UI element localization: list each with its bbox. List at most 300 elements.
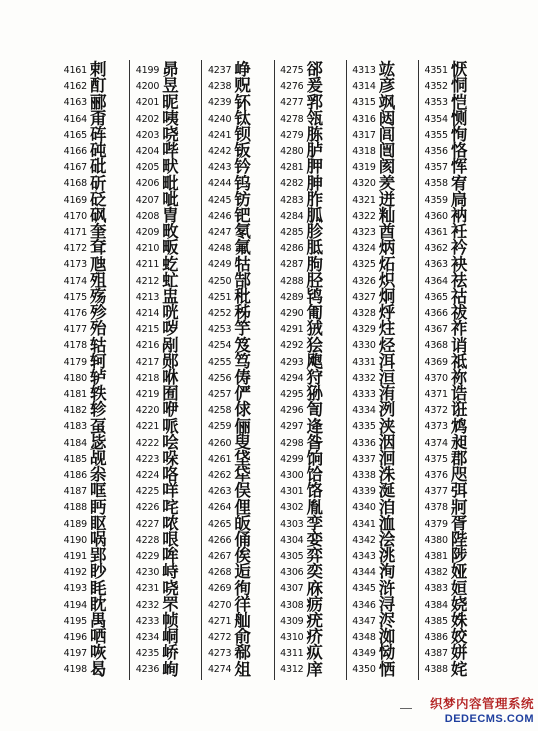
entry-number: 4319 xyxy=(352,162,376,174)
entry-number: 4261 xyxy=(207,453,232,465)
entry-character: 胛 xyxy=(306,157,324,177)
entry-character: 恹 xyxy=(450,60,468,80)
entry-number: 4287 xyxy=(280,259,304,271)
entry-number: 4297 xyxy=(280,421,304,433)
table-column xyxy=(58,60,129,680)
entry-character: 眄 xyxy=(90,497,107,517)
entry-character: 饷 xyxy=(306,449,324,469)
entry-character: 飑 xyxy=(306,351,324,371)
entry-character: 咫 xyxy=(450,465,468,485)
entry-character: 耷 xyxy=(90,238,107,258)
entry-number: 4277 xyxy=(280,97,304,109)
entry-number: 4226 xyxy=(135,502,160,514)
entry-character: 牯 xyxy=(234,254,251,274)
table-column xyxy=(346,60,418,680)
entry-character: 眍 xyxy=(90,513,107,533)
entry-number: 4282 xyxy=(280,178,304,190)
entry-number: 4378 xyxy=(424,502,448,514)
entry-character: 俚 xyxy=(234,497,251,517)
entry-number: 4229 xyxy=(135,551,160,562)
entry-number: 4278 xyxy=(280,113,304,125)
entry-number: 4360 xyxy=(424,210,448,222)
entry-character: 胝 xyxy=(306,238,324,258)
entry-character: 炳 xyxy=(378,238,396,258)
entry-character: 轲 xyxy=(90,351,107,371)
entry-number: 4225 xyxy=(135,486,160,498)
entry-number: 4300 xyxy=(280,470,304,481)
entry-character: 咣 xyxy=(162,303,179,323)
entry-character: 咦 xyxy=(162,108,179,128)
entry-character: 洹 xyxy=(378,368,396,388)
entry-character: 钡 xyxy=(234,125,251,145)
entry-number: 4322 xyxy=(352,210,376,222)
entry-character: 钣 xyxy=(234,141,251,161)
entry-number: 4320 xyxy=(352,178,376,190)
entry-character: 恪 xyxy=(450,141,468,161)
entry-character: 徉 xyxy=(234,594,251,614)
entry-character: 竽 xyxy=(234,319,251,339)
entry-character: 虼 xyxy=(162,254,179,274)
entry-number: 4198 xyxy=(63,664,87,676)
entry-character: 哙 xyxy=(162,432,179,452)
entry-number: 4313 xyxy=(352,65,376,76)
entry-number: 4256 xyxy=(207,372,232,384)
table-column xyxy=(418,60,490,680)
entry-character: 咤 xyxy=(162,497,179,517)
entry-number: 4207 xyxy=(135,194,160,206)
entry-number: 4251 xyxy=(207,291,232,303)
entry-number: 4376 xyxy=(424,470,448,481)
entry-number: 4302 xyxy=(280,502,304,514)
entry-number: 4214 xyxy=(135,308,160,319)
entry-character: 酊 xyxy=(90,76,107,96)
entry-character: 扃 xyxy=(450,189,468,209)
entry-character: 虻 xyxy=(162,270,179,290)
entry-number: 4197 xyxy=(63,648,87,660)
entry-character: 爰 xyxy=(306,76,324,96)
entry-number: 4179 xyxy=(63,356,87,368)
entry-character: 孪 xyxy=(306,513,324,533)
entry-number: 4312 xyxy=(280,664,304,676)
entry-character: 笃 xyxy=(234,351,251,371)
entry-number: 4289 xyxy=(280,291,304,303)
entry-number: 4290 xyxy=(280,308,304,319)
entry-character: 狩 xyxy=(306,368,324,388)
entry-number: 4253 xyxy=(207,324,232,336)
entry-number: 4308 xyxy=(280,599,304,611)
entry-number: 4196 xyxy=(63,632,87,643)
entry-character: 娈 xyxy=(306,530,324,550)
entry-number: 4219 xyxy=(135,389,160,400)
entry-number: 4272 xyxy=(207,632,232,643)
entry-number: 4255 xyxy=(207,356,232,368)
entry-number: 4301 xyxy=(280,486,304,498)
entry-character: 觇 xyxy=(90,449,107,469)
entry-character: 洧 xyxy=(378,384,396,404)
entry-number: 4288 xyxy=(280,275,304,287)
entry-number: 4242 xyxy=(207,146,232,157)
entry-number: 4323 xyxy=(352,227,376,238)
table-row xyxy=(347,659,419,680)
entry-character: 弈 xyxy=(306,546,324,566)
entry-number: 4174 xyxy=(63,275,87,287)
entry-number: 4286 xyxy=(280,243,304,255)
entry-number: 4195 xyxy=(63,615,87,627)
entry-number: 4385 xyxy=(424,615,448,627)
entry-number: 4233 xyxy=(135,615,160,627)
entry-character: 郧 xyxy=(162,351,179,371)
entry-number: 4237 xyxy=(207,65,232,76)
entry-number: 4167 xyxy=(63,162,87,174)
entry-number: 4310 xyxy=(280,632,304,643)
entry-character: 哝 xyxy=(162,513,179,533)
entry-number: 4284 xyxy=(280,210,304,222)
entry-character: 浒 xyxy=(378,578,396,598)
entry-character: 洳 xyxy=(378,627,396,647)
entry-character: 俪 xyxy=(234,416,251,436)
entry-character: 洮 xyxy=(378,546,396,566)
entry-number: 4311 xyxy=(280,648,304,660)
entry-character: 祓 xyxy=(450,303,468,323)
entry-number: 4173 xyxy=(63,259,87,271)
entry-number: 4337 xyxy=(352,453,376,465)
entry-number: 4321 xyxy=(352,194,376,206)
entry-character: 俨 xyxy=(234,384,251,404)
entry-number: 4236 xyxy=(135,664,160,676)
entry-character: 昱 xyxy=(162,76,179,96)
entry-character: 哔 xyxy=(162,141,179,161)
entry-character: 恺 xyxy=(450,92,468,112)
entry-character: 浔 xyxy=(378,594,396,614)
entry-number: 4228 xyxy=(135,534,160,546)
entry-character: 炷 xyxy=(378,319,396,339)
entry-character: 姝 xyxy=(450,611,468,631)
entry-character: 秕 xyxy=(234,287,251,307)
entry-number: 4209 xyxy=(135,227,160,238)
entry-number: 4211 xyxy=(135,259,160,271)
entry-character: 牮 xyxy=(234,465,251,485)
entry-number: 4340 xyxy=(352,502,376,514)
entry-character: 姘 xyxy=(450,643,468,663)
entry-character: 祢 xyxy=(450,368,468,388)
entry-number: 4384 xyxy=(424,599,448,611)
entry-number: 4372 xyxy=(424,405,448,417)
entry-character: 烀 xyxy=(378,303,396,323)
entry-number: 4262 xyxy=(207,470,232,481)
entry-number: 4292 xyxy=(280,340,304,352)
entry-character: 诳 xyxy=(450,400,468,420)
entry-number: 4373 xyxy=(424,421,448,433)
entry-character: 郗 xyxy=(234,643,251,663)
entry-number: 4223 xyxy=(135,453,160,465)
entry-number: 4342 xyxy=(352,534,376,546)
entry-character: 弭 xyxy=(450,481,468,501)
entry-character: 盅 xyxy=(162,287,179,307)
entry-character: 砒 xyxy=(90,157,107,177)
entry-character: 轱 xyxy=(90,335,107,355)
entry-character: 咴 xyxy=(90,643,107,663)
entry-number: 4273 xyxy=(207,648,232,660)
entry-character: 狲 xyxy=(306,384,324,404)
entry-number: 4246 xyxy=(207,210,232,222)
entry-character: 宥 xyxy=(450,173,468,193)
entry-number: 4371 xyxy=(424,389,448,400)
entry-character: 郛 xyxy=(306,92,324,112)
entry-number: 4318 xyxy=(352,146,376,157)
entry-number: 4231 xyxy=(135,583,160,595)
entry-character: 炽 xyxy=(378,270,396,290)
entry-character: 祗 xyxy=(450,351,468,371)
entry-number: 4248 xyxy=(207,243,232,255)
entry-character: 峙 xyxy=(162,562,179,582)
entry-character: 衿 xyxy=(450,238,468,258)
entry-character: 胥 xyxy=(450,513,468,533)
entry-number: 4338 xyxy=(352,470,376,481)
entry-character: 钨 xyxy=(234,173,251,193)
entry-number: 4244 xyxy=(207,178,232,190)
entry-character: 朐 xyxy=(306,254,324,274)
entry-character: 洵 xyxy=(378,562,396,582)
entry-character: 钫 xyxy=(234,189,251,209)
entry-character: 殆 xyxy=(90,319,107,339)
entry-number: 4168 xyxy=(63,178,87,190)
entry-number: 4254 xyxy=(207,340,232,352)
entry-number: 4291 xyxy=(280,324,304,336)
entry-character: 洄 xyxy=(378,449,396,469)
table-column xyxy=(274,60,346,680)
entry-character: 咻 xyxy=(162,368,179,388)
entry-character: 郢 xyxy=(90,546,107,566)
entry-character: 帧 xyxy=(162,611,179,631)
entry-number: 4199 xyxy=(135,65,160,76)
entry-character: 哓 xyxy=(162,125,179,145)
entry-number: 4364 xyxy=(424,275,448,287)
entry-number: 4191 xyxy=(63,551,87,562)
entry-character: 钚 xyxy=(234,92,251,112)
entry-character: 衽 xyxy=(450,222,468,242)
entry-number: 4266 xyxy=(207,534,232,546)
entry-number: 4315 xyxy=(352,97,376,109)
entry-number: 4178 xyxy=(63,340,87,352)
entry-number: 4185 xyxy=(63,453,87,465)
entry-character: 羑 xyxy=(378,173,396,193)
entry-character: 叟 xyxy=(234,432,251,452)
entry-number: 4188 xyxy=(63,502,87,514)
entry-character: 峒 xyxy=(162,627,179,647)
entry-number: 4222 xyxy=(135,437,160,449)
entry-character: 皈 xyxy=(234,513,251,533)
entry-character: 浕 xyxy=(378,611,396,631)
entry-character: 秭 xyxy=(234,303,251,323)
entry-number: 4283 xyxy=(280,194,304,206)
entry-character: 畈 xyxy=(162,238,179,258)
entry-number: 4181 xyxy=(63,389,87,400)
entry-character: 畋 xyxy=(162,222,179,242)
entry-number: 4260 xyxy=(207,437,232,449)
entry-number: 4171 xyxy=(63,227,87,238)
entry-number: 4176 xyxy=(63,308,87,319)
entry-number: 4285 xyxy=(280,227,304,238)
entry-number: 4380 xyxy=(424,534,448,546)
entry-number: 4304 xyxy=(280,534,304,546)
entry-character: 牁 xyxy=(450,497,468,517)
entry-number: 4275 xyxy=(280,65,304,76)
entry-number: 4192 xyxy=(63,567,87,579)
entry-character: 恸 xyxy=(378,643,396,663)
entry-character: 钤 xyxy=(234,157,251,177)
entry-number: 4213 xyxy=(135,291,160,303)
entry-character: 胤 xyxy=(306,497,324,517)
entry-number: 4202 xyxy=(135,113,160,125)
entry-number: 4306 xyxy=(280,567,304,579)
entry-character: 曷 xyxy=(90,659,107,679)
entry-number: 4270 xyxy=(207,599,232,611)
entry-character: 疣 xyxy=(306,611,324,631)
entry-number: 4170 xyxy=(63,210,87,222)
entry-character: 浍 xyxy=(378,530,396,550)
entry-number: 4177 xyxy=(63,324,87,336)
entry-number: 4388 xyxy=(424,664,448,676)
table-row xyxy=(202,659,274,680)
entry-number: 4303 xyxy=(280,518,304,530)
entry-number: 4317 xyxy=(352,129,376,141)
entry-character: 祚 xyxy=(450,319,468,339)
entry-character: 逅 xyxy=(234,562,251,582)
entry-number: 4343 xyxy=(352,551,376,562)
entry-character: 轶 xyxy=(90,384,107,404)
entry-number: 4352 xyxy=(424,81,448,93)
entry-number: 4235 xyxy=(135,648,160,660)
entry-number: 4367 xyxy=(424,324,448,336)
entry-number: 4346 xyxy=(352,599,376,611)
entry-character: 酋 xyxy=(378,222,396,242)
entry-character: 袂 xyxy=(450,254,468,274)
entry-character: 昴 xyxy=(162,60,179,80)
entry-character: 狨 xyxy=(306,319,324,339)
entry-number: 4249 xyxy=(207,259,232,271)
character-table xyxy=(58,60,490,680)
entry-number: 4347 xyxy=(352,615,376,627)
entry-number: 4293 xyxy=(280,356,304,368)
entry-character: 胨 xyxy=(306,125,324,145)
entry-character: 鸩 xyxy=(450,416,468,436)
entry-number: 4245 xyxy=(207,194,232,206)
entry-number: 4169 xyxy=(63,194,87,206)
entry-number: 4339 xyxy=(352,486,376,498)
entry-character: 訇 xyxy=(306,400,324,420)
entry-number: 4269 xyxy=(207,583,232,595)
entry-number: 4194 xyxy=(63,599,87,611)
entry-character: 殇 xyxy=(90,287,107,307)
entry-character: 祜 xyxy=(450,287,468,307)
entry-character: 氟 xyxy=(234,238,251,258)
table-row xyxy=(58,659,130,680)
entry-character: 恻 xyxy=(450,108,468,128)
entry-character: 俑 xyxy=(234,530,251,550)
entry-number: 4215 xyxy=(135,324,160,336)
entry-number: 4264 xyxy=(207,502,232,514)
entry-character: 俞 xyxy=(234,627,251,647)
entry-character: 闿 xyxy=(378,141,396,161)
entry-character: 俎 xyxy=(234,659,251,679)
table-row xyxy=(130,659,202,680)
entry-character: 姣 xyxy=(450,627,468,647)
entry-number: 4224 xyxy=(135,470,160,481)
entry-number: 4331 xyxy=(352,356,376,368)
entry-number: 4187 xyxy=(63,486,87,498)
entry-number: 4227 xyxy=(135,518,160,530)
entry-number: 4212 xyxy=(135,275,160,287)
entry-character: 甭 xyxy=(90,108,107,128)
entry-number: 4200 xyxy=(135,81,160,93)
entry-character: 俅 xyxy=(234,400,251,420)
entry-character: 胪 xyxy=(306,141,324,161)
entry-character: 郤 xyxy=(306,60,324,80)
entry-number: 4363 xyxy=(424,259,448,271)
entry-number: 4382 xyxy=(424,567,448,579)
entry-number: 4361 xyxy=(424,227,448,238)
entry-number: 4387 xyxy=(424,648,448,660)
entry-character: 姮 xyxy=(450,578,468,598)
entry-number: 4175 xyxy=(63,291,87,303)
entry-character: 哕 xyxy=(162,319,179,339)
entry-character: 哂 xyxy=(90,627,107,647)
entry-character: 闼 xyxy=(378,108,396,128)
table-row xyxy=(275,659,347,680)
entry-character: 虿 xyxy=(90,416,107,436)
entry-number: 4299 xyxy=(280,453,304,465)
entry-character: 恽 xyxy=(450,157,468,177)
entry-character: 氡 xyxy=(234,222,251,242)
entry-number: 4356 xyxy=(424,146,448,157)
entry-number: 4250 xyxy=(207,275,232,287)
entry-character: 饹 xyxy=(306,481,324,501)
entry-character: 罘 xyxy=(162,594,179,614)
entry-character: 呲 xyxy=(162,189,179,209)
entry-character: 郡 xyxy=(450,449,468,469)
entry-number: 4374 xyxy=(424,437,448,449)
entry-character: 笈 xyxy=(234,335,251,355)
entry-character: 钯 xyxy=(234,206,251,226)
entry-character: 浃 xyxy=(378,416,396,436)
entry-number: 4230 xyxy=(135,567,160,579)
entry-number: 4379 xyxy=(424,518,448,530)
entry-character: 砘 xyxy=(90,141,107,161)
entry-number: 4220 xyxy=(135,405,160,417)
entry-character: 胫 xyxy=(306,270,324,290)
entry-character: 瓴 xyxy=(306,108,324,128)
entry-number: 4162 xyxy=(63,81,87,93)
entry-number: 4366 xyxy=(424,308,448,319)
entry-character: 眊 xyxy=(90,578,107,598)
entry-number: 4295 xyxy=(280,389,304,400)
entry-number: 4257 xyxy=(207,389,232,400)
entry-character: 咯 xyxy=(162,465,179,485)
entry-number: 4377 xyxy=(424,486,448,498)
entry-character: 轸 xyxy=(90,400,107,420)
entry-character: 徇 xyxy=(234,578,251,598)
entry-character: 咩 xyxy=(162,481,179,501)
entry-character: 砜 xyxy=(90,206,107,226)
entry-number: 4186 xyxy=(63,470,87,481)
entry-number: 4180 xyxy=(63,372,87,384)
entry-number: 4221 xyxy=(135,421,160,433)
entry-number: 4258 xyxy=(207,405,232,417)
entry-number: 4386 xyxy=(424,632,448,643)
entry-character: 俟 xyxy=(234,546,251,566)
entry-character: 庥 xyxy=(306,578,324,598)
table-column xyxy=(129,60,201,680)
